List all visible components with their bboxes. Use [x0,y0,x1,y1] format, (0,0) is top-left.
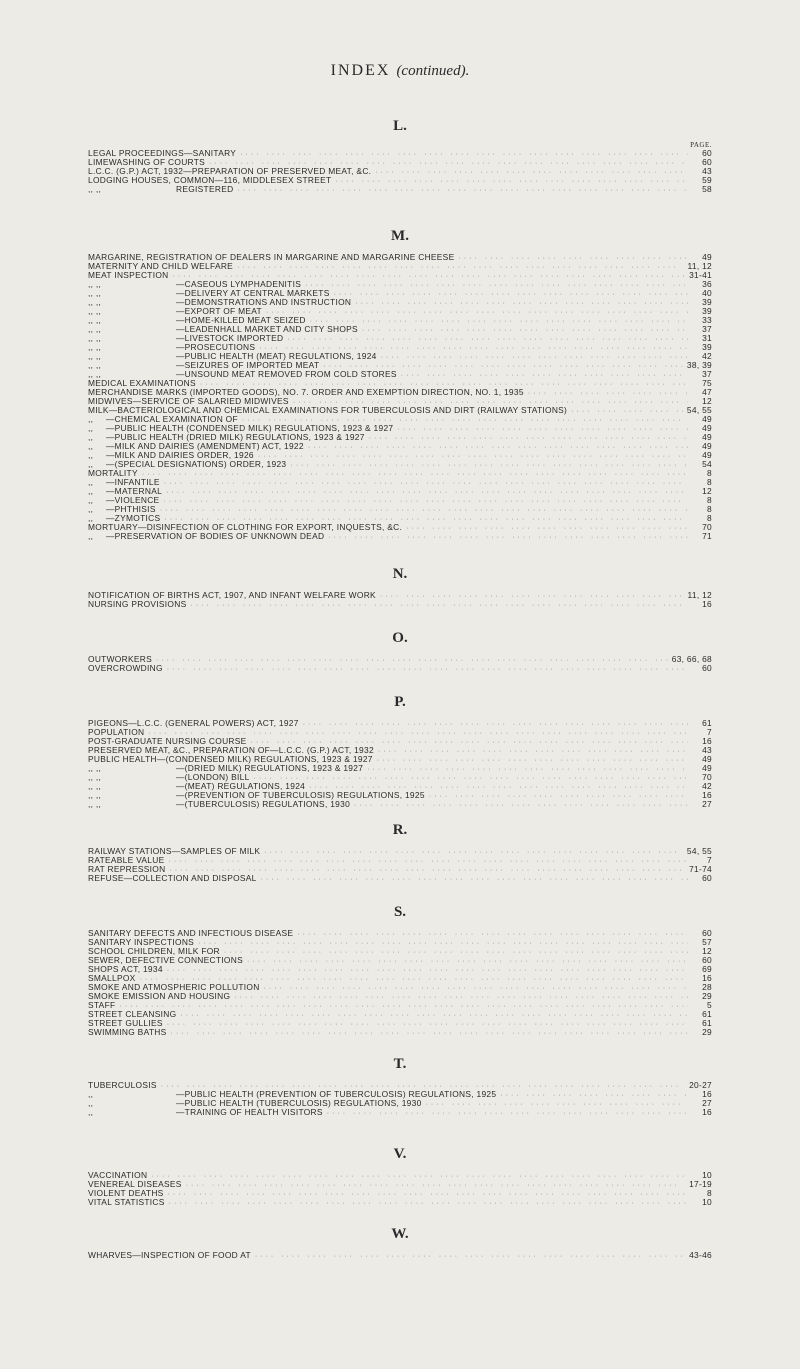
entry-page: 70 [702,772,712,782]
entry-text: MATERNITY AND CHILD WELFARE [88,261,234,271]
entry-text: MEDICAL EXAMINATIONS [88,378,196,388]
entry-text: —CASEOUS LYMPHADENITIS [176,279,302,289]
section-letter-s: S. [393,904,407,920]
entry-page: 39 [702,342,712,352]
entry-page: 71-74 [689,864,712,874]
leader-dots [190,601,688,610]
entry-page: 28 [702,982,712,992]
leader-dots [168,1190,688,1199]
entry-page: 16 [702,736,712,746]
entry-text: SCHOOL CHILDREN, MILK FOR [88,946,220,956]
entry-page: 60 [702,663,712,673]
leader-dots [167,966,688,975]
entry-page: 49 [702,754,712,764]
ditto-marks: ,, ,, [88,763,102,773]
entry-text: —MATERNAL [106,486,163,496]
section-n [88,566,712,609]
index-entry [88,1180,712,1189]
entry-text: —PUBLIC HEALTH (TUBERCULOSIS) REGULATIONS, 1930 [176,1098,422,1108]
entry-text: —VIOLENCE [106,495,160,505]
index-entry [88,1001,712,1010]
leader-dots [169,857,689,866]
ditto-marks: ,, [88,504,94,514]
leader-dots [254,774,688,783]
ditto-marks: ,, [88,432,94,442]
entry-page: 49 [702,441,712,451]
entry-text: —(SPECIAL DESIGNATIONS) ORDER, 1923 [106,459,287,469]
ditto-marks: ,, [88,495,94,505]
entry-page: 63, 66, 68 [671,654,712,664]
leader-dots [290,461,688,470]
entry-text: —LEADENHALL MARKET AND CITY SHOPS [176,324,358,334]
entry-text: —DELIVERY AT CENTRAL MARKETS [176,288,330,298]
entry-text: PRESERVED MEAT, &C., PREPARATION OF—L.C.C. (G.P.) ACT, 1932 [88,745,374,755]
leader-dots [305,281,688,290]
leader-dots [303,720,688,729]
ditto-marks: ,, ,, [88,369,102,379]
index-entry [88,856,712,865]
ditto-marks: ,, ,, [88,360,102,370]
entry-page: 10 [702,1197,712,1207]
index-entry [88,532,712,541]
entry-text: SANITARY DEFECTS AND INFECTIOUS DISEASE [88,928,294,938]
leader-dots [297,930,688,939]
entry-text: RATEABLE VALUE [88,855,165,865]
ditto-marks: ,, [88,414,94,424]
entry-text: —PUBLIC HEALTH (PREVENTION OF TUBERCULOSIS) REGULATIONS, 1925 [176,1089,497,1099]
ditto-marks: ,, ,, [88,342,102,352]
entry-text: —(LONDON) BILL [176,772,250,782]
section-m [88,228,712,541]
entry-text: STAFF [88,1000,116,1010]
leader-dots [167,1020,688,1029]
leader-dots [308,443,688,452]
entry-text: —PHTHISIS [106,504,156,514]
entry-text: —INFANTILE [106,477,160,487]
entry-page: 31-41 [689,270,712,280]
entry-page: 29 [702,991,712,1001]
leader-dots [163,497,688,506]
entry-page: 16 [702,973,712,983]
leader-dots [166,488,688,497]
entry-text: MORTUARY—DISINFECTION OF CLOTHING FOR EXPORT, INQUESTS, &C. [88,522,403,532]
leader-dots [237,263,683,272]
entry-text: —PUBLIC HEALTH (CONDENSED MILK) REGULATIONS, 1923 & 1927 [106,423,394,433]
entry-text: VENEREAL DISEASES [88,1179,182,1189]
ditto-marks: ,, [88,513,94,523]
leader-dots [500,1091,688,1100]
leader-dots [171,1029,689,1038]
entry-page: 60 [702,928,712,938]
entry-text: MARGARINE, REGISTRATION OF DEALERS IN MARGARINE AND MARGARINE CHEESE [88,252,455,262]
ditto-marks: ,, [88,441,94,451]
leader-dots [369,434,688,443]
entry-page: 60 [702,873,712,883]
entry-page: 57 [702,937,712,947]
entry-page: 54 [702,459,712,469]
entry-text: SHOPS ACT, 1934 [88,964,163,974]
index-entry [88,800,712,809]
entry-text: —MILK AND DAIRIES ORDER, 1926 [106,450,254,460]
index-entry [88,1019,712,1028]
leader-dots [381,353,688,362]
index-entry [88,1189,712,1198]
entry-text: LIMEWASHING OF COURTS [88,157,206,167]
section-t [88,1056,712,1117]
section-letter-o: O. [392,630,408,646]
entry-page: 75 [702,378,712,388]
entry-page: 29 [702,1027,712,1037]
leader-dots [458,254,688,263]
ditto-marks: ,, ,, [88,324,102,334]
ditto-marks: ,, [88,1107,94,1117]
entry-page: 49 [702,432,712,442]
entry-page: 54, 55 [686,405,712,415]
entry-page: 8 [707,1188,712,1198]
leader-dots [142,470,688,479]
entry-text: —LIVESTOCK IMPORTED [176,333,284,343]
leader-dots [528,389,688,398]
entry-page: 12 [702,946,712,956]
leader-dots [180,1011,688,1020]
page-title [0,62,800,80]
entry-page: 60 [702,955,712,965]
entry-text: NURSING PROVISIONS [88,599,187,609]
entry-page: 16 [702,1107,712,1117]
leader-dots [247,957,688,966]
leader-dots [377,756,688,765]
ditto-marks: ,, ,, [88,297,102,307]
entry-page: 69 [702,964,712,974]
entry-text: LODGING HOUSES, COMMON—116, MIDDLESEX STREET [88,175,332,185]
entry-page: 33 [702,315,712,325]
leader-dots [397,425,688,434]
entry-text: NOTIFICATION OF BIRTHS ACT, 1907, AND INFANT WELFARE WORK [88,590,376,600]
leader-dots [264,848,683,857]
entry-text: SMALLPOX [88,973,136,983]
entry-page: 11, 12 [687,261,712,271]
entry-text: —SEIZURES OF IMPORTED MEAT [176,360,320,370]
leader-dots [378,747,688,756]
ditto-marks: ,, ,, [88,333,102,343]
entry-page: 42 [702,351,712,361]
entry-text: SANITARY INSPECTIONS [88,937,195,947]
index-entry [88,874,712,883]
leader-dots [237,186,688,195]
entry-page: 7 [707,855,712,865]
entry-text: —(PREVENTION OF TUBERCULOSIS) REGULATIONS, 1925 [176,790,425,800]
entry-page: 43 [702,745,712,755]
entry-text: OUTWORKERS [88,654,152,664]
entry-text: —(DRIED MILK) REGULATIONS, 1923 & 1927 [176,763,364,773]
entry-page: 61 [702,718,712,728]
entry-page: 31 [702,333,712,343]
entry-page: 8 [707,504,712,514]
entry-page: 27 [702,1098,712,1108]
page-column-header: PAGE. [690,141,712,149]
ditto-marks: ,, [88,477,94,487]
leader-dots [255,1252,685,1261]
leader-dots [367,765,688,774]
leader-dots [375,168,688,177]
leader-dots [186,1181,685,1190]
leader-dots [287,335,688,344]
entry-text: SMOKE AND ATMOSPHERIC POLLUTION [88,982,260,992]
leader-dots [429,792,688,801]
entry-text: MORTALITY [88,468,138,478]
entry-page: 36 [702,279,712,289]
entry-page: 8 [707,477,712,487]
ditto-marks: ,, ,, [88,315,102,325]
leader-dots [160,506,688,515]
title-continued: (continued). [396,63,470,79]
index-entry [88,262,712,271]
section-letter-m: M. [391,228,409,244]
leader-dots [169,1199,688,1208]
entry-page: 16 [702,1089,712,1099]
leader-dots [261,875,688,884]
leader-dots [151,1172,688,1181]
entry-text: MIDWIVES—SERVICE OF SALARIED MIDWIVES [88,396,289,406]
index-entry [88,1251,712,1260]
entry-text: TUBERCULOSIS [88,1080,157,1090]
entry-page: 47 [702,387,712,397]
entry-page: 49 [702,763,712,773]
index-entry [88,992,712,1001]
entry-text: —PRESERVATION OF BODIES OF UNKNOWN DEAD [106,531,325,541]
entry-page: 71 [702,531,712,541]
index-entry [88,965,712,974]
leader-dots [264,984,688,993]
entry-text: STREET GULLIES [88,1018,163,1028]
entry-page: 61 [702,1009,712,1019]
ditto-marks: ,, [88,1098,94,1108]
ditto-marks: ,, ,, [88,184,102,194]
leader-dots [234,993,688,1002]
entry-text: MERCHANDISE MARKS (IMPORTED GOODS), NO. 7. ORDER AND EXEMPTION DIRECTION, NO. 1, 1935 [88,387,524,397]
entry-page: 60 [702,148,712,158]
entry-text: RAILWAY STATIONS—SAMPLES OF MILK [88,846,261,856]
entry-page: 8 [707,513,712,523]
entry-page: 8 [707,495,712,505]
index-entry [88,460,712,469]
entry-text: —(MEAT) REGULATIONS, 1924 [176,781,306,791]
entry-text: —(TUBERCULOSIS) REGULATIONS, 1930 [176,799,351,809]
entry-text: VACCINATION [88,1170,148,1180]
entry-text: MILK—BACTERIOLOGICAL AND CHEMICAL EXAMINATIONS FOR TUBERCULOSIS AND DIRT (RAILWAY STATIONS) [88,405,568,415]
ditto-marks: ,, ,, [88,288,102,298]
entry-text: —PROSECUTIONS [176,342,256,352]
leader-dots [328,533,688,542]
entry-page: 20-27 [689,1080,712,1090]
index-entry [88,496,712,505]
entry-page: 43-46 [689,1250,712,1260]
entry-text: —DEMONSTRATIONS AND INSTRUCTION [176,297,352,307]
index-entry [88,1108,712,1117]
index-entry [88,600,712,609]
entry-text: SEWER, DEFECTIVE CONNECTIONS [88,955,243,965]
index-entry [88,956,712,965]
index-entry [88,478,712,487]
entry-page: 39 [702,297,712,307]
entry-page: 54, 55 [686,846,712,856]
entry-page: 12 [702,486,712,496]
index-entry [88,664,712,673]
section-letter-r: R. [392,822,408,838]
entry-text: SMOKE EMISSION AND HOUSING [88,991,231,1001]
leader-dots [327,1109,688,1118]
entry-text: MEAT INSPECTION [88,270,169,280]
leader-dots [224,948,688,957]
section-letter-w: W. [391,1226,409,1242]
ditto-marks: ,, ,, [88,799,102,809]
ditto-marks: ,, ,, [88,781,102,791]
entry-page: 16 [702,599,712,609]
leader-dots [355,299,688,308]
leader-dots [266,308,688,317]
entry-page: 12 [702,396,712,406]
leader-dots [401,371,688,380]
ditto-marks: ,, ,, [88,772,102,782]
entry-text: —TRAINING OF HEALTH VISITORS [176,1107,323,1117]
entry-text: PUBLIC HEALTH—(CONDENSED MILK) REGULATIONS, 1923 & 1927 [88,754,373,764]
title-main: INDEX [330,62,391,79]
section-letter-p: P. [394,694,406,710]
entry-text: STREET CLEANSING [88,1009,177,1019]
entry-text: —UNSOUND MEAT REMOVED FROM COLD STORES [176,369,397,379]
entry-page: 5 [707,1000,712,1010]
entry-text: POST-GRADUATE NURSING COURSE [88,736,247,746]
entry-text: POPULATION [88,727,145,737]
leader-dots [362,326,688,335]
entry-text: REFUSE—COLLECTION AND DISPOSAL [88,873,257,883]
section-o [88,630,712,673]
entry-page: 40 [702,288,712,298]
index-entry [88,847,712,856]
section-s [88,904,712,1037]
index-entry [88,1198,712,1207]
leader-dots [119,1002,688,1011]
entry-page: 59 [702,175,712,185]
entry-page: 10 [702,1170,712,1180]
section-l [88,118,712,194]
entry-text: —PUBLIC HEALTH (DRIED MILK) REGULATIONS, 1923 & 1927 [106,432,365,442]
entry-text: —CHEMICAL EXAMINATION OF [106,414,238,424]
entry-page: 27 [702,799,712,809]
ditto-marks: ,, [88,423,94,433]
leader-dots [354,801,688,810]
entry-page: 61 [702,1018,712,1028]
index-entry [88,469,712,478]
leader-dots [240,150,688,159]
entry-page: 7 [707,727,712,737]
entry-page: 39 [702,306,712,316]
leader-dots [380,592,684,601]
entry-page: 37 [702,324,712,334]
ditto-marks: ,, [88,459,94,469]
entry-page: 49 [702,414,712,424]
leader-dots [406,524,688,533]
entry-text: REGISTERED [176,184,234,194]
entry-page: 16 [702,790,712,800]
ditto-marks: ,, [88,531,94,541]
entry-text: OVERCROWDING [88,663,163,673]
index-entry [88,185,712,194]
section-r [88,822,712,883]
entry-text: WHARVES—INSPECTION OF FOOD AT [88,1250,251,1260]
section-letter-l: L. [393,118,407,134]
entry-text: —HOME-KILLED MEAT SEIZED [176,315,306,325]
ditto-marks: ,, ,, [88,790,102,800]
entry-text: —ZYMOTICS [106,513,161,523]
entry-page: 70 [702,522,712,532]
leader-dots [335,177,688,186]
entry-page: 43 [702,166,712,176]
ditto-marks: ,, [88,1089,94,1099]
entry-page: 49 [702,423,712,433]
leader-dots [167,665,688,674]
entry-page: 37 [702,369,712,379]
entry-text: RAT REPRESSION [88,864,166,874]
leader-dots [310,317,688,326]
entry-page: 58 [702,184,712,194]
entry-page: 11, 12 [687,590,712,600]
index-entry [88,719,712,728]
leader-dots [426,1100,688,1109]
ditto-marks: ,, [88,450,94,460]
entry-text: L.C.C. (G.P.) ACT, 1932—PREPARATION OF PRESERVED MEAT, &C. [88,166,372,176]
leader-dots [571,407,683,416]
leader-dots [334,290,688,299]
entry-text: SWIMMING BATHS [88,1027,167,1037]
index-entry [88,1028,712,1037]
section-letter-t: T. [393,1056,407,1072]
entry-page: 49 [702,252,712,262]
entry-page: 60 [702,157,712,167]
entry-page: 17-19 [689,1179,712,1189]
entry-page: 8 [707,468,712,478]
ditto-marks: ,, ,, [88,306,102,316]
section-letter-n: N. [392,566,408,582]
entry-text: —MILK AND DAIRIES (AMENDMENT) ACT, 1922 [106,441,304,451]
entry-text: VIOLENT DEATHS [88,1188,164,1198]
entry-page: 38, 39 [686,360,712,370]
entry-text: —PUBLIC HEALTH (MEAT) REGULATIONS, 1924 [176,351,377,361]
leader-dots [156,656,668,665]
entry-page: 49 [702,450,712,460]
index-entry [88,1010,712,1019]
index-entry [88,505,712,514]
leader-dots [198,939,688,948]
section-p [88,694,712,809]
index-entry [88,487,712,496]
entry-text: PIGEONS—L.C.C. (GENERAL POWERS) ACT, 1927 [88,718,299,728]
index-entry [88,655,712,664]
leader-dots [258,452,688,461]
leader-dots [164,479,688,488]
entry-page: 42 [702,781,712,791]
ditto-marks: ,, [88,486,94,496]
entry-text: LEGAL PROCEEDINGS—SANITARY [88,148,237,158]
section-w [88,1226,712,1260]
entry-text: VITAL STATISTICS [88,1197,165,1207]
entry-text: —EXPORT OF MEAT [176,306,262,316]
section-letter-v: V. [393,1146,407,1162]
ditto-marks: ,, ,, [88,279,102,289]
section-v [88,1146,712,1207]
ditto-marks: ,, ,, [88,351,102,361]
